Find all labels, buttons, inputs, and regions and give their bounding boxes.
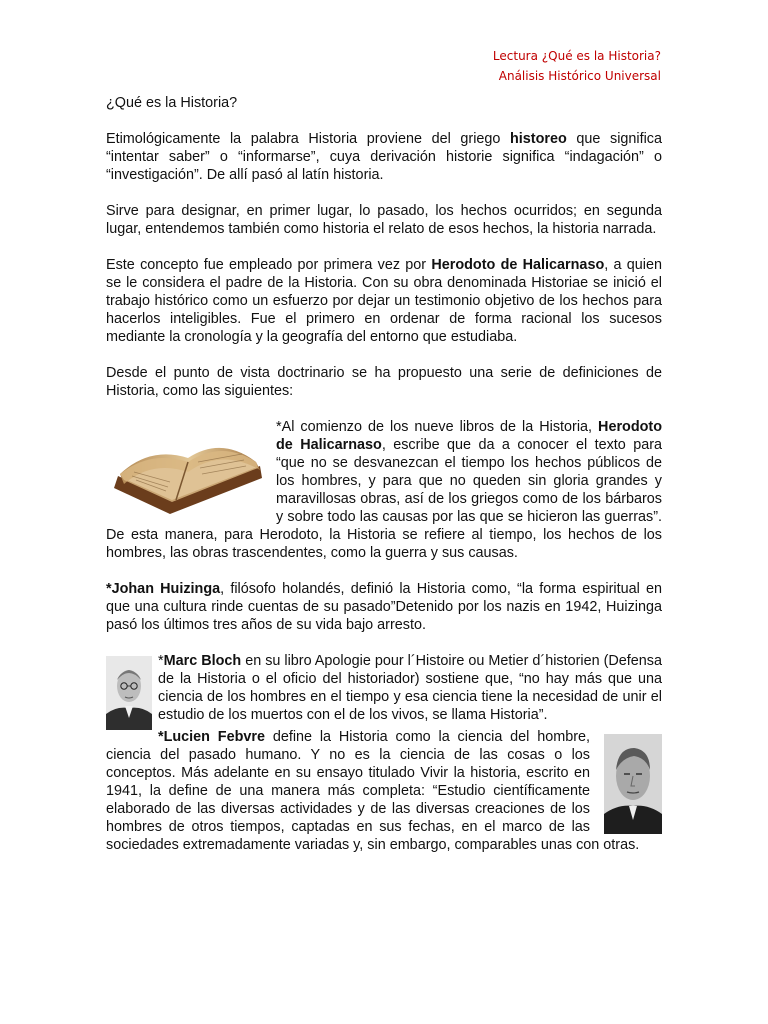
text-run: , a quien se le considera el padre de la Historia. Con su obra denominada Historiae se inició el trabajo histórico como un esfuerzo por dejar un testimonio objetivo de los hechos para hacerlos inteligibles. Fue el primero en ordenar de forma racional los sucesos mediante la cronología y la geografía del entorno que estudiaba. [106,257,662,345]
paragraph-huizinga [106,580,662,634]
bold-name: Marc Bloch [163,653,242,669]
text-run: *Al comienzo de los nueve libros de la Historia, [276,419,599,435]
marc-bloch-portrait [106,656,152,730]
bold-name: Herodoto de Halicarnaso [431,257,605,273]
bold-name: *Johan Huizinga [106,581,221,597]
header-line-1: Lectura ¿Qué es la Historia? [492,49,661,63]
document-body [106,94,662,872]
text-run: define la Historia como la ciencia del hombre, ciencia del pasado humano. Y no es la ciencia de las cosas o los conceptos. Más adelante en su ensayo titulado Vivir la historia, escrito en 1941, la define de una manera más completa: “Estudio científicamente elaborado de las diversas actividades y de las diversas creaciones de los hombres de otros tiempos, captadas en sus fechas, en el marco de las sociedades extremadamente variadas y, sin embargo, comparables unas con otras. [106,729,640,853]
bold-term: historeo [510,131,567,147]
bold-name: Herodoto de Halicarnaso [276,419,662,453]
paragraph-etymology [106,130,662,184]
paragraph-herodotus-quote [106,418,662,562]
text-run: en su libro Apologie pour l´Histoire ou Metier d´historien (Defensa de la Historia o el oficio del historiador) sostiene que, “no hay más que una ciencia de los hombres en el tiempo y esa ciencia tiene la necesidad de unir el estudio de los muertos con el de los vivos, se llama Historia”. [158,653,662,723]
text-run: * [158,653,164,669]
paragraph-herodotus-origin [106,256,662,346]
page-header [493,46,661,86]
text-run: que significa “intentar saber” o “informarse”, cuya derivación historie significa “indagación” o “investigación”. De allí pasó al latín historia. [106,131,663,183]
paragraph-febvre [106,728,662,854]
paragraph-definitions-intro: Desde el punto de vista doctrinario se ha propuesto una serie de definiciones de Historia, como las siguientes: [106,365,662,399]
text-run: Este concepto fue empleado por primera vez por [106,257,432,273]
paragraph-meaning: Sirve para designar, en primer lugar, lo pasado, los hechos ocurridos; en segunda lugar, entendemos también como historia el relato de esos hechos, la historia narrada. [106,203,662,237]
text-run: , filósofo holandés, definió la Historia como, “la forma espiritual en que una cultura rinde cuentas de su pasado”Detenido por los nazis en 1942, Huizinga pasó los últimos tres años de su vida bajo arresto. [106,581,663,633]
header-line-2: Análisis Histórico Universal [498,69,661,83]
text-run: , escribe que da a conocer el texto para “que no se desvanezcan el tiempo los hechos públicos de los hombres, y para que no queden sin gloria grandes y maravillosas obras, así de los griegos como de los bárbaros y sobre todo las causas por las que se hicieron las guerras”. De esta manera, para Herodoto, la Historia se refiere al tiempo, los hechos de los hombres, las obras trascendentes, como la guerra y sus causas. [106,437,662,561]
document-title: ¿Qué es la Historia? [106,95,238,111]
old-book-image [110,418,266,516]
text-run: Etimológicamente la palabra Historia proviene del griego [106,131,511,147]
paragraph-bloch [106,652,662,724]
bold-name: *Lucien Febvre [158,729,265,745]
lucien-febvre-portrait [604,734,662,834]
